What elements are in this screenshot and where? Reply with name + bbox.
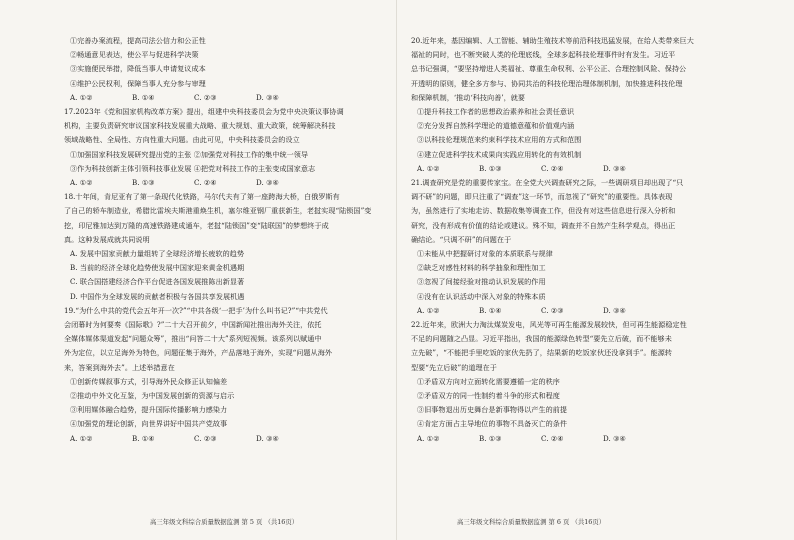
q22-stem-2: 不足的问题随之凸显。习近平指出，我国的能源绿色转型“要先立后破，而不能够未 <box>411 334 672 344</box>
q17-choice-d: D. ③④ <box>256 178 279 188</box>
q20-stem-1: 20.近年来，基因编辑、人工智能、辅助生殖技术等前沿科技迅猛发展，在给人类带来巨大 <box>411 36 694 45</box>
q20-stem-4: 开透明的原则，健全多方参与、协同共治的科技伦理治理体制机制，加快推进科技伦理 <box>411 78 683 88</box>
q19-choice-b: B. ①④ <box>132 433 155 443</box>
q20-choice-c: C. ②④ <box>541 163 564 173</box>
q21-choice-b: B. ①④ <box>479 305 502 315</box>
q22-option-1: ①矛盾双方向对立面转化需要遵循一定的秩序 <box>417 376 560 386</box>
q22-choice-a: A. ①② <box>417 433 440 443</box>
q20-option-4: ④建立促进科学技术成果向实践应用转化的有效机制 <box>417 149 582 159</box>
q16-choice-a: A. ①② <box>70 92 93 102</box>
page-footer-left: 高三年级文科综合质量数据监测 第 5 页 （共16页） <box>150 518 299 526</box>
q21-choice-c: C. ②③ <box>541 305 564 315</box>
q19-choice-a: A. ①② <box>70 433 93 443</box>
page-right <box>397 0 794 540</box>
q22-stem-4: 型要“先立后破”的道理在于 <box>411 362 497 372</box>
q16-choice-c: C. ②③ <box>194 92 217 102</box>
q17-choice-a: A. ①② <box>70 178 93 188</box>
q19-stem-1: 19.“为什么中共的党代会五年开一次?”“中共各级‘一把手’为什么叫书记?”“中共党代 <box>64 305 328 315</box>
q19-option-1: ①创新传媒叙事方式，引导海外民众修正认知偏差 <box>70 376 228 386</box>
q21-option-1: ①未能从中把握研讨对象的本质联系与规律 <box>417 249 553 259</box>
q22-choice-b: B. ①③ <box>479 433 502 443</box>
q18-stem-1: 18.十年间，肯尼亚有了第一条现代化铁路，马尔代夫有了第一座跨海大桥，白俄罗斯有 <box>64 192 340 202</box>
q18-stem-2: 了自己的轿车制造业，希腊比雷埃夫斯港重焕生机，塞尔维亚钢厂重获新生，老挝实现“陆锁国”变 <box>64 206 372 216</box>
q20-stem-5: 和保障机制，‘推动‘科技向善’，就要 <box>411 92 526 102</box>
q18-stem-3: 挖，印尼雅加达到万隆的高速铁路建成通车，老挝“陆锁国”变“陆联国”的梦想终于成 <box>64 220 329 230</box>
q21-choice-d: D. ③④ <box>603 305 626 315</box>
q19-option-3: ③利用媒体融合趋势，提升国际传播影响力感染力 <box>70 405 228 415</box>
page-footer-right: 高三年级文科综合质量数据监测 第 6 页 （共16页） <box>457 518 606 526</box>
q21-option-2: ②缺乏对感性材料的科学抽象和理性加工 <box>417 263 546 273</box>
q21-stem-1: 21.调查研究是党的重要传家宝。在全党大兴调查研究之际，一些调研项目却出现了“只 <box>411 178 684 188</box>
q21-option-3: ③忽视了间接经验对推动认识发展的作用 <box>417 277 546 287</box>
q16-choice-b: B. ①④ <box>132 92 155 102</box>
q21-stem-2: 调不研”的问题，即只注重了“调查”这一环节，而忽视了“研究”的重要性。具体表现 <box>411 192 673 202</box>
q22-option-3: ③旧事物退出历史舞台是新事物得以产生的前提 <box>417 405 568 415</box>
q21-stem-4: 研究，没有形成有价值的结论或建议。殊不知，调查并不自然产生科学观点，得出正 <box>411 220 676 230</box>
q19-stem-4: 外为定位，以立足海外为特色，问题征集于海外，产品落地于海外，实现“问题从海外 <box>64 348 332 358</box>
q22-option-2: ②矛盾双方的同一性制约着斗争的形式和程度 <box>417 391 560 401</box>
q18-option-c: C. 联合国搭建经济合作平台促进各国发展推陈出新显著 <box>70 277 245 287</box>
q19-choice-c: C. ②③ <box>194 433 217 443</box>
q16-option-1: ①完善办案流程，提高司法公信力和公正性 <box>70 36 206 45</box>
q20-choice-d: D. ③④ <box>603 163 626 173</box>
q21-choices <box>411 304 741 318</box>
q16-option-3: ③实施便民举措，降低当事人申请复议成本 <box>70 64 206 74</box>
q18-option-a: A. 发展中国家贡献力量组转了全球经济增长疲软的趋势 <box>70 249 245 259</box>
q21-option-4: ④没有在认识活动中深入对象的特殊本质 <box>417 291 546 301</box>
q20-option-1: ①提升科技工作者的思想政治素养和社会责任意识 <box>417 107 575 117</box>
q17-option-1: ①加强国家科技发展研究提出党的主张 ②加强党对科技工作的集中统一领导 <box>70 149 309 159</box>
q17-choice-c: C. ②④ <box>194 178 217 188</box>
q20-choices <box>411 162 741 176</box>
q21-choice-a: A. ①② <box>417 305 440 315</box>
q22-choice-c: C. ②④ <box>541 433 564 443</box>
q16-choice-d: D. ③④ <box>256 92 279 102</box>
q22-stem-1: 22.近年来，欧洲大力淘汰煤炭发电，风光等可再生能源发展较快，但可再生能源稳定性 <box>411 320 687 330</box>
q19-option-2: ②推动中外文化互鉴，为中国发展创新的资源与启示 <box>70 391 235 401</box>
q20-choice-b: B. ①③ <box>479 163 502 173</box>
q19-choice-d: D. ③④ <box>256 433 279 443</box>
q20-option-3: ③以科技伦理规范来约束科学技术应用的方式和范围 <box>417 135 582 145</box>
q22-stem-3: 立先破”，“不能把手里吃饭的家伙先扔了，结果新的吃饭家伙还没拿到手”。能源转 <box>411 348 673 358</box>
q19-stem-3: 全媒体媒体渠道发起“问题众筹”，推出“问答二十大”系列短视频。该系列以赋通中 <box>64 334 322 344</box>
q18-stem-4: 真。这种发展成就共同说明 <box>64 234 150 244</box>
q18-option-d: D. 中国作为全球发展的贡献者积极与各国共享发展机遇 <box>70 291 245 301</box>
q22-choices <box>411 432 741 446</box>
q18-option-b: B. 当前的经济全球化趋势使发展中国家迎来黄金机遇期 <box>70 263 245 273</box>
q17-stem-3: 领域战略性、全局性、方向性重大问题。由此可见，中央科技委员会的设立 <box>64 135 300 145</box>
q16-option-4: ④维护公民权利，保障当事人充分参与审理 <box>70 78 206 88</box>
q16-choices <box>64 91 386 105</box>
q17-choices <box>64 176 386 190</box>
right-column <box>411 34 741 446</box>
q21-stem-3: 为，虽然进行了实地走访、数据收集等调查工作，但没有对这些信息进行深入分析和 <box>411 206 676 216</box>
q21-stem-5: 确结论。“只调不研”的问题在于 <box>411 234 512 244</box>
q19-choices <box>64 432 386 446</box>
q20-option-2: ②充分发挥自然科学理论的道德意蕴和价值观内涵 <box>417 121 575 131</box>
q19-stem-5: 来，答案到海外去”。上述举措意在 <box>64 362 175 372</box>
q16-option-2: ②畅通意见表达，使公平与促进科学决策 <box>70 50 199 60</box>
q17-stem-1: 17.2023年《党和国家机构改革方案》提出，组建中央科技委员会为党中央决策议事协调 <box>64 107 344 117</box>
q20-stem-2: 福祉的同时，也不断突破人类的伦理底线，全球多起科技伦理事件时有发生。习近平 <box>411 50 676 60</box>
q20-stem-3: 总书记强调，“要坚持增进人类福祉、尊重生命权利、公平公正、合理控制风险、保持公 <box>411 64 687 74</box>
q19-stem-2: 会闭幕时为何要奏《国际歌》?”二十大召开前夕，中国新闻社推出海外关注，依托 <box>64 320 322 330</box>
q22-option-4: ④肯定方面占主导地位的事物不具备灭亡的条件 <box>417 419 568 429</box>
q17-choice-b: B. ①③ <box>132 178 155 188</box>
q17-option-2: ③作为科技创新主体引领科技事业发展 ④把党对科技工作的主张变成国家意志 <box>70 163 316 173</box>
q17-stem-2: 机构，主要负责研究审议国家科技发展重大战略、重大规划、重大政策，统筹解决科技 <box>64 121 336 131</box>
left-column <box>64 34 386 446</box>
q22-choice-d: D. ③④ <box>603 433 626 443</box>
q20-choice-a: A. ①② <box>417 163 440 173</box>
q19-option-4: ④加强党的理论创新，向世界讲好中国共产党故事 <box>70 419 228 429</box>
